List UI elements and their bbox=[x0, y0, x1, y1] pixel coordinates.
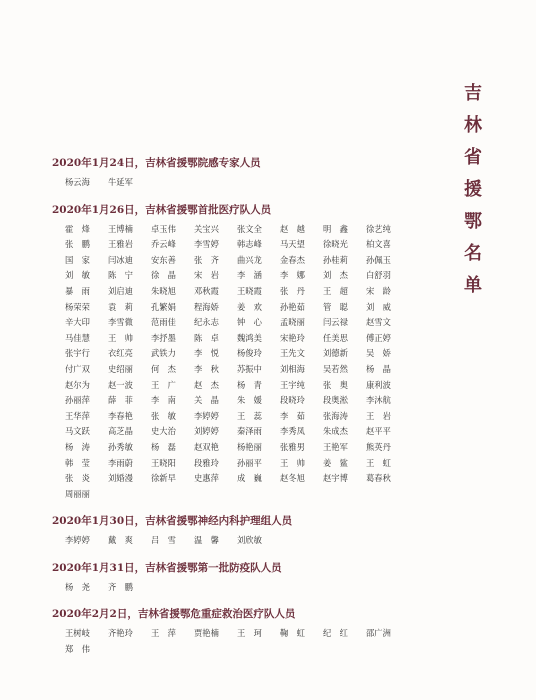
person-name: 王 萍 bbox=[151, 628, 176, 639]
person-name: 赵双艳 bbox=[194, 441, 219, 452]
person-name: 孙艳茹 bbox=[280, 301, 305, 312]
roster-section bbox=[52, 202, 412, 503]
person-name: 周丽丽 bbox=[65, 488, 90, 499]
person-name: 杨 尧 bbox=[65, 581, 90, 592]
person-name: 苏振中 bbox=[237, 363, 262, 374]
person-name: 张 奥 bbox=[323, 379, 348, 390]
person-name: 付广双 bbox=[65, 363, 90, 374]
person-name: 刘德新 bbox=[323, 348, 348, 359]
person-name: 薛 菲 bbox=[108, 395, 133, 406]
person-name: 衣红亮 bbox=[108, 348, 133, 359]
person-name: 赵 杰 bbox=[194, 379, 219, 390]
person-name: 赵一波 bbox=[108, 379, 133, 390]
person-name: 李抒墨 bbox=[151, 332, 176, 343]
roster-section bbox=[52, 560, 412, 596]
person-name: 李春艳 bbox=[108, 410, 133, 421]
name-list bbox=[52, 626, 412, 657]
person-name: 温 馨 bbox=[194, 535, 219, 546]
person-name: 姜 欢 bbox=[237, 301, 262, 312]
person-name: 杨 晶 bbox=[366, 363, 391, 374]
person-name: 李 娜 bbox=[280, 270, 305, 281]
person-name: 武铁力 bbox=[151, 348, 176, 359]
person-name: 吴若然 bbox=[323, 363, 348, 374]
person-name: 张 丹 bbox=[280, 285, 305, 296]
person-name: 王宇纯 bbox=[280, 379, 305, 390]
person-name: 吴 娇 bbox=[366, 348, 391, 359]
person-name: 李 悦 bbox=[194, 348, 219, 359]
person-name: 赵雪文 bbox=[366, 317, 391, 328]
person-name: 成 巍 bbox=[237, 473, 262, 484]
section-heading: 2020年1月26日，吉林省援鄂首批医疗队人员 bbox=[52, 203, 272, 216]
person-name: 关宝兴 bbox=[194, 223, 219, 234]
person-name: 徐晓光 bbox=[323, 239, 348, 250]
person-name: 赵 越 bbox=[280, 223, 305, 234]
title-char: 林 bbox=[464, 115, 482, 136]
person-name: 徐艺纯 bbox=[366, 223, 391, 234]
person-name: 李 茹 bbox=[280, 410, 305, 421]
name-list bbox=[52, 533, 412, 549]
person-name: 孙桂莉 bbox=[323, 254, 348, 265]
person-name: 姜 鲨 bbox=[323, 457, 348, 468]
roster-section bbox=[52, 155, 412, 191]
person-name: 王华萍 bbox=[65, 410, 90, 421]
person-name: 朱晓旭 bbox=[151, 285, 176, 296]
person-name: 霍 烽 bbox=[65, 223, 90, 234]
person-name: 王先文 bbox=[280, 348, 305, 359]
person-name: 刘 威 bbox=[366, 301, 391, 312]
person-name: 刘 杰 bbox=[323, 270, 348, 281]
person-name: 李雨蔚 bbox=[108, 457, 133, 468]
name-list bbox=[52, 175, 412, 191]
person-name: 朱 媛 bbox=[237, 395, 262, 406]
person-name: 邵广洲 bbox=[366, 628, 391, 639]
person-name: 徐新早 bbox=[151, 473, 176, 484]
person-name: 金春杰 bbox=[280, 254, 305, 265]
person-name: 乔云峰 bbox=[151, 239, 176, 250]
person-name: 史绍丽 bbox=[108, 363, 133, 374]
person-name: 王晓阳 bbox=[151, 457, 176, 468]
person-name: 卓玉伟 bbox=[151, 223, 176, 234]
person-name: 戴 爽 bbox=[108, 535, 133, 546]
title-char: 名 bbox=[464, 243, 482, 264]
person-name: 王博楠 bbox=[108, 223, 133, 234]
person-name: 刘启迪 bbox=[108, 285, 133, 296]
person-name: 马天望 bbox=[280, 239, 305, 250]
person-name: 刘婷婷 bbox=[194, 426, 219, 437]
person-name: 齐 鹏 bbox=[108, 581, 133, 592]
title-char: 鄂 bbox=[464, 211, 482, 232]
person-name: 王 岩 bbox=[366, 410, 391, 421]
roster-content bbox=[52, 155, 412, 669]
person-name: 段奥淞 bbox=[323, 395, 348, 406]
person-name: 王树岐 bbox=[65, 628, 90, 639]
person-name: 王 珂 bbox=[237, 628, 262, 639]
person-name: 徐 晶 bbox=[151, 270, 176, 281]
person-name: 王艳军 bbox=[323, 441, 348, 452]
person-name: 齐艳玲 bbox=[108, 628, 133, 639]
person-name: 杨荣荣 bbox=[65, 301, 90, 312]
person-name: 孙秀敏 bbox=[108, 441, 133, 452]
person-name: 何 杰 bbox=[151, 363, 176, 374]
person-name: 宋艳玲 bbox=[280, 332, 305, 343]
person-name: 任美思 bbox=[323, 332, 348, 343]
person-name: 李 南 bbox=[151, 395, 176, 406]
person-name: 辛大印 bbox=[65, 317, 90, 328]
person-name: 王 帅 bbox=[280, 457, 305, 468]
person-name: 范雨佳 bbox=[151, 317, 176, 328]
person-name: 赵冬旭 bbox=[280, 473, 305, 484]
person-name: 杨云海 bbox=[65, 177, 90, 187]
person-name: 闫冰迪 bbox=[108, 254, 133, 265]
person-name: 王 虹 bbox=[366, 457, 391, 468]
person-name: 张 敏 bbox=[151, 410, 176, 421]
page-title bbox=[458, 78, 488, 302]
person-name: 熊英丹 bbox=[366, 441, 391, 452]
person-name: 魏鸿美 bbox=[237, 332, 262, 343]
person-name: 李雪微 bbox=[108, 317, 133, 328]
person-name: 高芝晶 bbox=[108, 426, 133, 437]
person-name: 孙丽平 bbox=[237, 457, 262, 468]
person-name: 张 齐 bbox=[194, 254, 219, 265]
section-heading: 2020年1月31日，吉林省援鄂第一批防疫队人员 bbox=[52, 561, 282, 574]
person-name: 王雅岩 bbox=[108, 239, 133, 250]
person-name: 李婷婷 bbox=[65, 535, 90, 546]
person-name: 王 超 bbox=[323, 285, 348, 296]
person-name: 李秀凤 bbox=[280, 426, 305, 437]
name-list bbox=[52, 580, 412, 596]
person-name: 贾艳楠 bbox=[194, 628, 219, 639]
roster-section bbox=[52, 513, 412, 549]
title-char: 援 bbox=[464, 179, 482, 200]
person-name: 白舒羽 bbox=[366, 270, 391, 281]
person-name: 郑 伟 bbox=[65, 644, 90, 655]
person-name: 纪永志 bbox=[194, 317, 219, 328]
person-name: 赵平平 bbox=[366, 426, 391, 437]
person-name: 张宇行 bbox=[65, 348, 90, 359]
person-name: 袁 莉 bbox=[108, 301, 133, 312]
person-name: 纪 红 bbox=[323, 628, 348, 639]
person-name: 安东善 bbox=[151, 254, 176, 265]
person-name: 吕 雪 bbox=[151, 535, 176, 546]
person-name: 朱成杰 bbox=[323, 426, 348, 437]
title-char: 省 bbox=[464, 147, 482, 168]
person-name: 孙丽萍 bbox=[65, 395, 90, 406]
person-name: 张 炎 bbox=[65, 473, 90, 484]
person-name: 赵尔为 bbox=[65, 379, 90, 390]
roster-section bbox=[52, 606, 412, 657]
person-name: 史惠萍 bbox=[194, 473, 219, 484]
person-name: 王晓霞 bbox=[237, 285, 262, 296]
person-name: 张海涛 bbox=[323, 410, 348, 421]
person-name: 杨 青 bbox=[237, 379, 262, 390]
person-name: 陈 宁 bbox=[108, 270, 133, 281]
section-heading: 2020年1月30日，吉林省援鄂神经内科护理组人员 bbox=[52, 515, 293, 528]
person-name: 康利波 bbox=[366, 379, 391, 390]
person-name: 李 秋 bbox=[194, 363, 219, 374]
person-name: 张雅男 bbox=[280, 441, 305, 452]
person-name: 马文跃 bbox=[65, 426, 90, 437]
person-name: 葛春秋 bbox=[366, 473, 391, 484]
person-name: 刘婚漫 bbox=[108, 473, 133, 484]
person-name: 关 晶 bbox=[194, 395, 219, 406]
person-name: 段晓玲 bbox=[280, 395, 305, 406]
person-name: 杨俊玲 bbox=[237, 348, 262, 359]
person-name: 王 蕊 bbox=[237, 410, 262, 421]
person-name: 程海娇 bbox=[194, 301, 219, 312]
person-name: 孟晓丽 bbox=[280, 317, 305, 328]
person-name: 鞠 虹 bbox=[280, 628, 305, 639]
person-name: 孙佩玉 bbox=[366, 254, 391, 265]
person-name: 李婷婷 bbox=[194, 410, 219, 421]
person-name: 段雅玲 bbox=[194, 457, 219, 468]
person-name: 刘 敏 bbox=[65, 270, 90, 281]
person-name: 史大治 bbox=[151, 426, 176, 437]
person-name: 张 鹏 bbox=[65, 239, 90, 250]
person-name: 孔繁娟 bbox=[151, 301, 176, 312]
person-name: 宋 岩 bbox=[194, 270, 219, 281]
person-name: 管 聪 bbox=[323, 301, 348, 312]
person-name: 宋 龄 bbox=[366, 285, 391, 296]
person-name: 明 鑫 bbox=[323, 223, 348, 234]
person-name: 刘相海 bbox=[280, 363, 305, 374]
person-name: 王 帅 bbox=[108, 332, 133, 343]
person-name: 韩 莹 bbox=[65, 457, 90, 468]
title-char: 单 bbox=[464, 275, 482, 296]
person-name: 邓秋霞 bbox=[194, 285, 219, 296]
person-name: 韩志峰 bbox=[237, 239, 262, 250]
person-name: 陈 卓 bbox=[194, 332, 219, 343]
section-heading: 2020年1月24日，吉林省援鄂院感专家人员 bbox=[52, 157, 261, 169]
section-heading: 2020年2月2日，吉林省援鄂危重症救治医疗队人员 bbox=[52, 608, 296, 621]
person-name: 李 涵 bbox=[237, 270, 262, 281]
title-char: 吉 bbox=[464, 83, 482, 104]
person-name: 暴 雨 bbox=[65, 285, 90, 296]
person-name: 王 广 bbox=[151, 379, 176, 390]
person-name: 张文全 bbox=[237, 223, 262, 234]
person-name: 刘欣敏 bbox=[237, 535, 262, 546]
person-name: 牛延军 bbox=[108, 177, 133, 187]
person-name: 钟 心 bbox=[237, 317, 262, 328]
person-name: 秦泽雨 bbox=[237, 426, 262, 437]
person-name: 杨 涛 bbox=[65, 441, 90, 452]
person-name: 柏文喜 bbox=[366, 239, 391, 250]
name-list bbox=[52, 222, 412, 503]
person-name: 杨艳丽 bbox=[237, 441, 262, 452]
person-name: 闫云禄 bbox=[323, 317, 348, 328]
person-name: 赵宇博 bbox=[323, 473, 348, 484]
person-name: 李雪婷 bbox=[194, 239, 219, 250]
person-name: 傅正婷 bbox=[366, 332, 391, 343]
person-name: 马佳慧 bbox=[65, 332, 90, 343]
person-name: 国 家 bbox=[65, 254, 90, 265]
person-name: 曲兴龙 bbox=[237, 254, 262, 265]
person-name: 杨 磊 bbox=[151, 441, 176, 452]
person-name: 李沐航 bbox=[366, 395, 391, 406]
